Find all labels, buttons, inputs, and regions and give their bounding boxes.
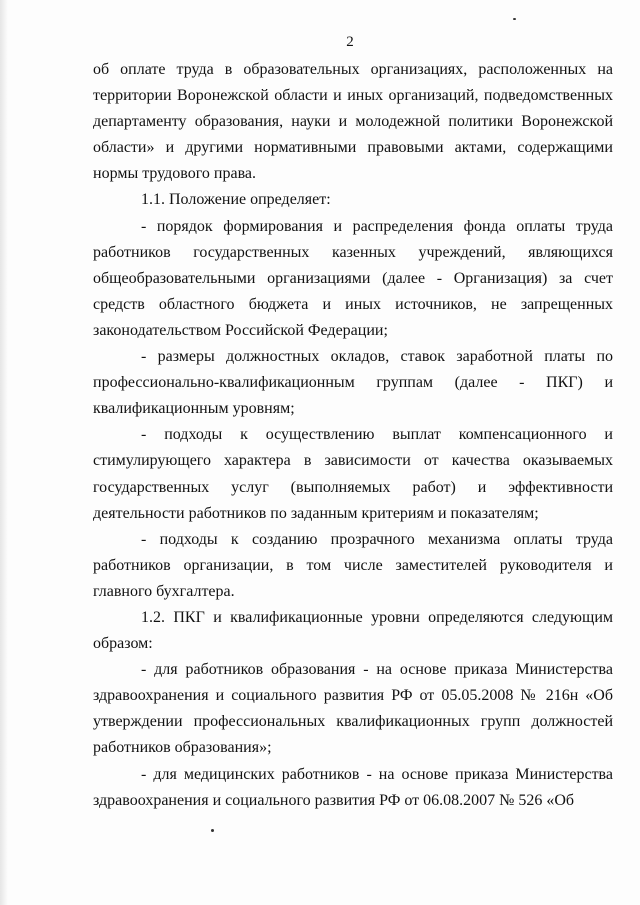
scan-speck — [211, 829, 214, 832]
paragraph-item-transparency: - подходы к созданию прозрачного механизма оплаты труда работников организации, в том числе заместителей руководителя и главного бухгалтера. — [93, 530, 613, 600]
scan-edge-shadow — [0, 0, 8, 905]
paragraph-item-education-workers: - для работников образования - на основе приказа Министерства здравоохранения и социального развития РФ от 05.05.2008 № 216н «Об утверждении профессиональных квалификационных групп должностей работников образования»; — [93, 661, 613, 757]
scan-speck — [513, 18, 516, 20]
paragraph-item-medical-workers: - для медицинских работников - на основе приказа Министерства здравоохранения и социального развития РФ от 06.08.2007 № 526 «Об — [93, 765, 613, 809]
paragraph-item-payments: - подходы к осуществлению выплат компенсационного и стимулирующего характера в зависимости от качества оказываемых государственных услуг (выполняемых работ) и эффективности деятельности работников по заданным критериям и показателям; — [93, 426, 613, 522]
paragraph-continuation: об оплате труда в образовательных организациях, расположенных на территории Воронежской области и иных организаций, подведомственных департаменту образования, науки и молодежной политики Воронежской области» и другими нормативными правовыми актами, содержащими нормы трудового права. — [93, 61, 613, 183]
paragraph-section-1-1: 1.1. Положение определяет: — [141, 191, 331, 209]
page-number: 2 — [346, 34, 354, 50]
document-body — [93, 57, 613, 814]
paragraph-item-salaries: - размеры должностных окладов, ставок заработной платы по профессионально-квалификационным группам (далее - ПКГ) и квалификационным уровням; — [93, 348, 613, 418]
paragraph-item-fund: - порядок формирования и распределения фонда оплаты труда работников государственных казенных учреждений, являющихся общеобразовательными организациями (далее - Организация) за счет средств областного бюджета и иных источников, не запрещенных законодательством Российской Федерации; — [93, 217, 613, 339]
paragraph-section-1-2: 1.2. ПКГ и квалификационные уровни определяются следующим образом: — [93, 608, 613, 653]
